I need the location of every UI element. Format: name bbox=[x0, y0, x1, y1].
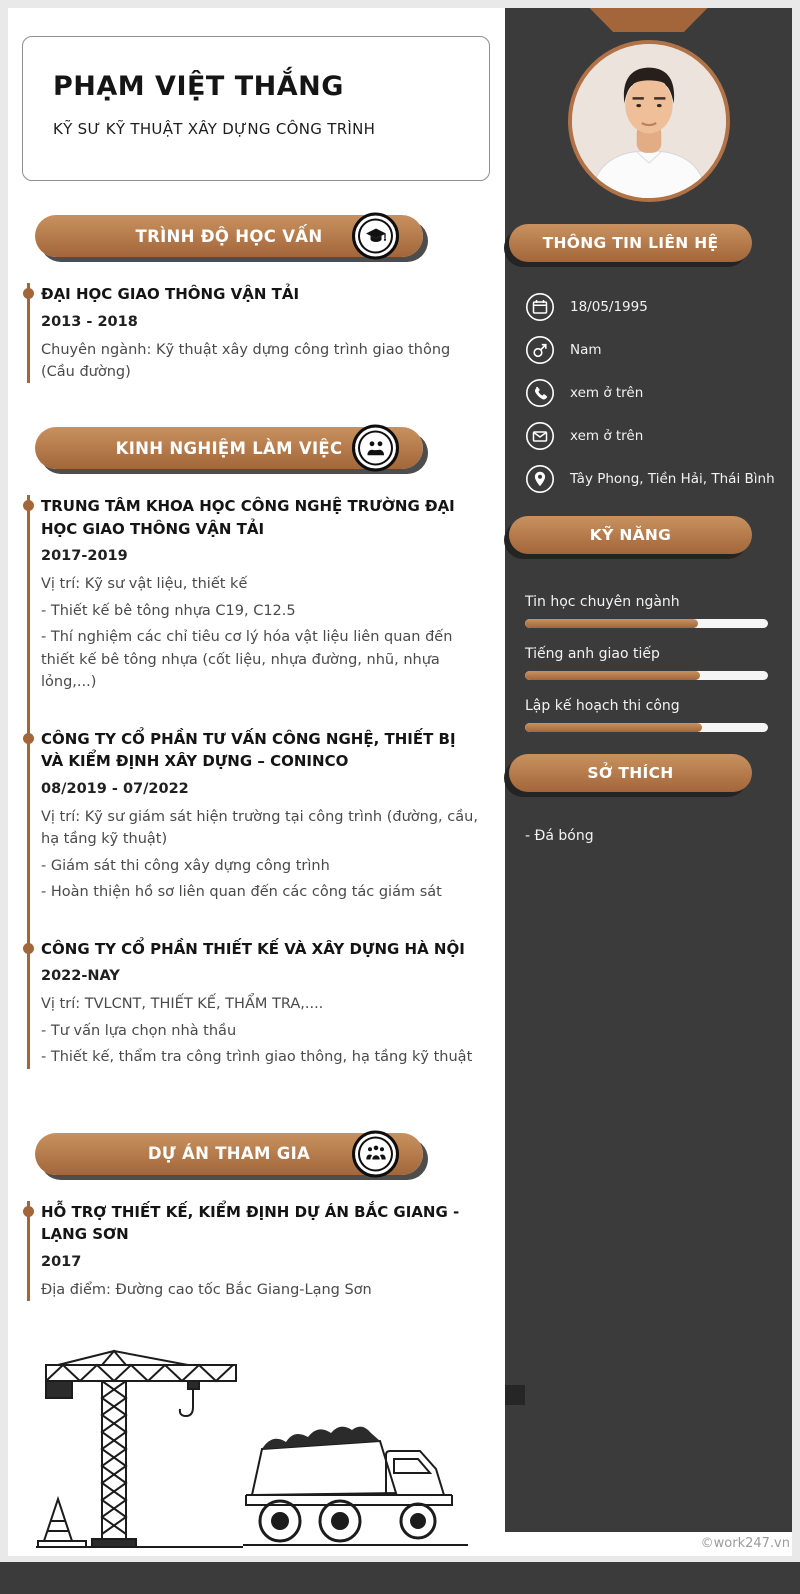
skill-label: Tin học chuyên ngành bbox=[525, 594, 680, 610]
experience-line: - Thí nghiệm các chỉ tiêu cơ lý hóa vật liệu liên quan đến thiết kế bê tông nhựa (cốt liệu, nhựa đường, nhũ, nhựa lỏng,...) bbox=[41, 629, 453, 691]
experience-line: - Thiết kế bê tông nhựa C19, C12.5 bbox=[41, 602, 296, 619]
name-header-box bbox=[22, 36, 490, 181]
company-name: TRUNG TÂM KHOA HỌC CÔNG NGHỆ TRƯỜNG ĐẠI HỌC GIAO THÔNG VẬN TẢI bbox=[41, 497, 455, 538]
skill-bar-fill bbox=[525, 671, 700, 680]
project-entry bbox=[41, 1201, 481, 1301]
skill-bar-track bbox=[525, 723, 768, 732]
projects-timeline bbox=[27, 1201, 481, 1301]
skill-bar-fill bbox=[525, 619, 698, 628]
education-timeline bbox=[27, 283, 481, 383]
hobby-item: - Đá bóng bbox=[525, 828, 594, 844]
sidebar bbox=[505, 8, 792, 1532]
skills-section-title: KỸ NĂNG bbox=[589, 526, 672, 544]
calendar-icon bbox=[525, 292, 555, 322]
experience-line: - Hoàn thiện hồ sơ liên quan đến các công tác giám sát bbox=[41, 884, 442, 901]
project-period: 2017 bbox=[41, 1253, 82, 1270]
hobbies-section-title: SỞ THÍCH bbox=[587, 764, 674, 782]
education-entry bbox=[41, 283, 481, 383]
contact-text: 18/05/1995 bbox=[570, 298, 648, 315]
experience-period: 2022-NAY bbox=[41, 968, 120, 985]
experience-entry bbox=[41, 728, 481, 904]
construction-illustration bbox=[28, 1349, 505, 1558]
contact-list bbox=[525, 292, 778, 494]
skill-label: Tiếng anh giao tiếp bbox=[525, 646, 660, 662]
skill-label: Lập kế hoạch thi công bbox=[525, 698, 680, 714]
experience-line: Vị trí: Kỹ sư vật liệu, thiết kế bbox=[41, 576, 248, 593]
experience-line: Vị trí: TVLCNT, THIẾT KẾ, THẨM TRA,.... bbox=[41, 996, 324, 1013]
contact-text: xem ở trên bbox=[570, 384, 644, 401]
education-section-title: TRÌNH ĐỘ HỌC VẤN bbox=[135, 226, 323, 246]
education-period: 2013 - 2018 bbox=[41, 313, 138, 330]
phone-icon bbox=[525, 378, 555, 408]
experience-line: Vị trí: Kỹ sư giám sát hiện trường tại công trình (đường, cầu, hạ tầng kỹ thuật) bbox=[41, 808, 478, 848]
section-header-hobbies bbox=[509, 754, 752, 792]
contact-item-email bbox=[525, 421, 778, 451]
skill-item bbox=[525, 698, 768, 732]
decorative-square bbox=[505, 1385, 525, 1405]
school-name: ĐẠI HỌC GIAO THÔNG VẬN TẢI bbox=[41, 285, 300, 303]
watermark: ©work247.vn bbox=[700, 1536, 790, 1551]
experience-line: - Tư vấn lựa chọn nhà thầu bbox=[41, 1022, 237, 1039]
project-line: Địa điểm: Đường cao tốc Bắc Giang-Lạng Sơn bbox=[41, 1281, 372, 1298]
skills-list bbox=[525, 594, 768, 732]
project-name: HỖ TRỢ THIẾT KẾ, KIỂM ĐỊNH DỰ ÁN BẮC GIANG - LẠNG SƠN bbox=[41, 1202, 460, 1244]
handshake-people-icon bbox=[352, 425, 399, 472]
contact-text: xem ở trên bbox=[570, 427, 644, 444]
ribbon-decoration bbox=[590, 8, 708, 32]
main-column bbox=[8, 8, 505, 1558]
experience-timeline bbox=[27, 495, 481, 1068]
gender-male-icon bbox=[525, 335, 555, 365]
skill-item bbox=[525, 594, 768, 628]
skill-bar-track bbox=[525, 671, 768, 680]
candidate-name: PHẠM VIỆT THẮNG bbox=[53, 71, 344, 102]
experience-entry bbox=[41, 495, 481, 693]
contact-text: Tây Phong, Tiền Hải, Thái Bình bbox=[570, 470, 775, 487]
avatar bbox=[568, 40, 730, 202]
contact-item-gender bbox=[525, 335, 778, 365]
contact-text: Nam bbox=[570, 341, 602, 358]
skill-bar-track bbox=[525, 619, 768, 628]
skill-bar-fill bbox=[525, 723, 702, 732]
graduation-cap-icon bbox=[352, 213, 399, 260]
contact-item-phone bbox=[525, 378, 778, 408]
candidate-job-title: KỸ SƯ KỸ THUẬT XÂY DỰNG CÔNG TRÌNH bbox=[53, 120, 376, 138]
people-group-icon bbox=[352, 1130, 399, 1177]
company-name: CÔNG TY CỔ PHẦN TƯ VẤN CÔNG NGHỆ, THIẾT BỊ VÀ KIỂM ĐỊNH XÂY DỰNG – CONINCO bbox=[41, 729, 456, 771]
experience-period: 08/2019 - 07/2022 bbox=[41, 780, 189, 797]
contact-item-address bbox=[525, 464, 778, 494]
contact-section-title: THÔNG TIN LIÊN HỆ bbox=[542, 234, 719, 252]
skill-item bbox=[525, 646, 768, 680]
experience-period: 2017-2019 bbox=[41, 548, 128, 565]
experience-line: - Thiết kế, thẩm tra công trình giao thông, hạ tầng kỹ thuật bbox=[41, 1049, 473, 1066]
company-name: CÔNG TY CỔ PHẦN THIẾT KẾ VÀ XÂY DỰNG HÀ NỘI bbox=[41, 939, 465, 958]
footer-bar bbox=[0, 1562, 800, 1594]
projects-section-title: DỰ ÁN THAM GIA bbox=[147, 1144, 311, 1164]
experience-entry bbox=[41, 938, 481, 1069]
experience-line: - Giám sát thi công xây dựng công trình bbox=[41, 857, 330, 874]
section-header-contact bbox=[509, 224, 752, 262]
email-icon bbox=[525, 421, 555, 451]
experience-section-title: KINH NGHIỆM LÀM VIỆC bbox=[115, 438, 343, 458]
section-header-experience bbox=[35, 427, 423, 469]
section-header-projects bbox=[35, 1133, 423, 1175]
cv-content bbox=[8, 8, 792, 1556]
section-header-education bbox=[35, 215, 423, 257]
section-header-skills bbox=[509, 516, 752, 554]
location-pin-icon bbox=[525, 464, 555, 494]
contact-item-birthday bbox=[525, 292, 778, 322]
education-description: Chuyên ngành: Kỹ thuật xây dựng công trình giao thông (Cầu đường) bbox=[41, 341, 451, 380]
